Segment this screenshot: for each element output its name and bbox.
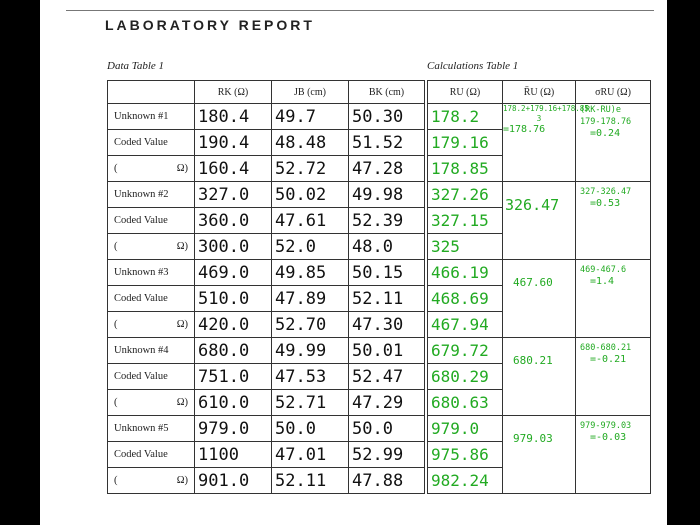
jb-value: 50.0: [272, 416, 349, 442]
row-label: Coded Value: [108, 286, 195, 312]
jb-value: 48.48: [272, 130, 349, 156]
row-label: [108, 390, 195, 416]
ru-value: 178.2: [428, 104, 503, 130]
ru-value: 982.24: [428, 468, 503, 494]
jb-value: 52.11: [272, 468, 349, 494]
ohm-open: (: [114, 319, 118, 330]
rk-value: 680.0: [195, 338, 272, 364]
bk-value: 47.28: [349, 156, 425, 182]
row-label: Coded Value: [108, 208, 195, 234]
mean-value: 979.03: [513, 432, 553, 445]
table-row: [108, 208, 425, 234]
ru-mean-cell: [503, 416, 576, 494]
rk-value: 610.0: [195, 390, 272, 416]
table-row: [108, 416, 425, 442]
ru-value: 468.69: [428, 286, 503, 312]
rk-value: 1100: [195, 442, 272, 468]
table-row: [108, 156, 425, 182]
row-label: Coded Value: [108, 130, 195, 156]
jb-value: 52.70: [272, 312, 349, 338]
rk-value: 901.0: [195, 468, 272, 494]
rk-value: 420.0: [195, 312, 272, 338]
table-row: [108, 468, 425, 494]
ru-value: 179.16: [428, 130, 503, 156]
header-ru: RU (Ω): [428, 81, 503, 104]
table-row: [428, 260, 651, 286]
jb-value: 52.72: [272, 156, 349, 182]
header-ru-sigma: σRU (Ω): [576, 81, 651, 104]
ru-value: 178.85: [428, 156, 503, 182]
table-row: [108, 260, 425, 286]
rk-value: 160.4: [195, 156, 272, 182]
table-row: [428, 416, 651, 442]
sigma-formula: (RK-RU)e: [580, 105, 621, 115]
ru-value: 327.15: [428, 208, 503, 234]
sigma-working: 179-178.76: [580, 117, 632, 127]
rk-value: 510.0: [195, 286, 272, 312]
bk-value: 50.15: [349, 260, 425, 286]
calculations-table: [427, 80, 651, 494]
ru-sigma-cell: [576, 416, 651, 494]
rk-value: 190.4: [195, 130, 272, 156]
ru-sigma-cell: [576, 104, 651, 182]
ru-mean-cell: [503, 260, 576, 338]
row-label: Coded Value: [108, 364, 195, 390]
sigma-working: 979-979.03: [580, 421, 632, 431]
header-jb: JB (cm): [272, 81, 349, 104]
ru-sigma-cell: [576, 260, 651, 338]
rk-value: 751.0: [195, 364, 272, 390]
mean-value: 680.21: [513, 354, 553, 367]
top-rule: [66, 10, 654, 11]
sigma-value: =1.4: [590, 276, 615, 287]
ohm-unit: Ω): [176, 241, 188, 252]
data-table-caption: Data Table 1: [107, 60, 165, 72]
row-label: [108, 312, 195, 338]
bk-value: 52.47: [349, 364, 425, 390]
table-row: [428, 104, 651, 130]
row-label: Unknown #2: [108, 182, 195, 208]
jb-value: 47.89: [272, 286, 349, 312]
header-rk: RK (Ω): [195, 81, 272, 104]
table-row: [108, 234, 425, 260]
ru-value: 979.0: [428, 416, 503, 442]
bk-value: 47.29: [349, 390, 425, 416]
jb-value: 47.61: [272, 208, 349, 234]
ru-mean-cell: [503, 338, 576, 416]
bk-value: 48.0: [349, 234, 425, 260]
sigma-value: =-0.21: [590, 354, 627, 365]
ru-sigma-cell: [576, 182, 651, 260]
sigma-working: 680-680.21: [580, 343, 632, 353]
table-row: [108, 312, 425, 338]
table-row: [108, 286, 425, 312]
rk-value: 360.0: [195, 208, 272, 234]
ru-value: 325: [428, 234, 503, 260]
row-label: Unknown #3: [108, 260, 195, 286]
bk-value: 51.52: [349, 130, 425, 156]
table-row: [108, 390, 425, 416]
row-label: Coded Value: [108, 442, 195, 468]
row-label: [108, 156, 195, 182]
jb-value: 47.01: [272, 442, 349, 468]
ru-value: 466.19: [428, 260, 503, 286]
ohm-open: (: [114, 397, 118, 408]
bk-value: 47.88: [349, 468, 425, 494]
ohm-open: (: [114, 163, 118, 174]
table-row: [428, 338, 651, 364]
jb-value: 47.53: [272, 364, 349, 390]
ohm-unit: Ω): [176, 475, 188, 486]
bk-value: 52.99: [349, 442, 425, 468]
mean-value: 467.60: [513, 276, 553, 289]
ru-value: 975.86: [428, 442, 503, 468]
rk-value: 300.0: [195, 234, 272, 260]
mean-value: 326.47: [505, 196, 560, 214]
mean-divisor: 3: [536, 114, 542, 123]
rk-value: 469.0: [195, 260, 272, 286]
sigma-working: 327-326.47: [580, 187, 632, 197]
ru-value: 680.63: [428, 390, 503, 416]
bk-value: 52.39: [349, 208, 425, 234]
sigma-value: =0.24: [590, 128, 621, 139]
ru-value: 679.72: [428, 338, 503, 364]
jb-value: 49.99: [272, 338, 349, 364]
bk-value: 50.30: [349, 104, 425, 130]
mean-formula: 178.2+179.16+178.85: [503, 104, 589, 113]
jb-value: 50.02: [272, 182, 349, 208]
row-label: [108, 234, 195, 260]
header-bk: BK (cm): [349, 81, 425, 104]
bk-value: 50.01: [349, 338, 425, 364]
header-blank: [108, 81, 195, 104]
ru-value: 467.94: [428, 312, 503, 338]
table-row: [428, 182, 651, 208]
row-label: Unknown #4: [108, 338, 195, 364]
ru-value: 327.26: [428, 182, 503, 208]
jb-value: 49.7: [272, 104, 349, 130]
bk-value: 50.0: [349, 416, 425, 442]
table-row: [108, 338, 425, 364]
sigma-working: 469-467.6: [580, 265, 627, 275]
calc-table-caption: Calculations Table 1: [427, 60, 519, 72]
jb-value: 49.85: [272, 260, 349, 286]
header-ru-mean: R̄U (Ω): [503, 81, 576, 104]
bk-value: 49.98: [349, 182, 425, 208]
table-row: [108, 130, 425, 156]
bk-value: 47.30: [349, 312, 425, 338]
bk-value: 52.11: [349, 286, 425, 312]
rk-value: 979.0: [195, 416, 272, 442]
row-label: Unknown #5: [108, 416, 195, 442]
ohm-unit: Ω): [176, 397, 188, 408]
rk-value: 327.0: [195, 182, 272, 208]
ohm-unit: Ω): [176, 319, 188, 330]
row-label: Unknown #1: [108, 104, 195, 130]
jb-value: 52.0: [272, 234, 349, 260]
table-row: [108, 442, 425, 468]
ohm-unit: Ω): [176, 163, 188, 174]
ru-sigma-cell: [576, 338, 651, 416]
calc-table-header: [428, 81, 651, 104]
data-table-header: [108, 81, 425, 104]
table-row: [108, 104, 425, 130]
ru-mean-cell: [503, 182, 576, 260]
ohm-open: (: [114, 241, 118, 252]
rk-value: 180.4: [195, 104, 272, 130]
jb-value: 52.71: [272, 390, 349, 416]
table-row: [108, 364, 425, 390]
ru-value: 680.29: [428, 364, 503, 390]
row-label: [108, 468, 195, 494]
mean-value: =178.76: [503, 124, 546, 135]
sigma-value: =0.53: [590, 198, 621, 209]
data-table: [107, 80, 425, 494]
sigma-value: =-0.03: [590, 432, 627, 443]
ohm-open: (: [114, 475, 118, 486]
report-title: LABORATORY REPORT: [105, 17, 315, 33]
ru-mean-cell: [503, 104, 589, 182]
table-row: [108, 182, 425, 208]
